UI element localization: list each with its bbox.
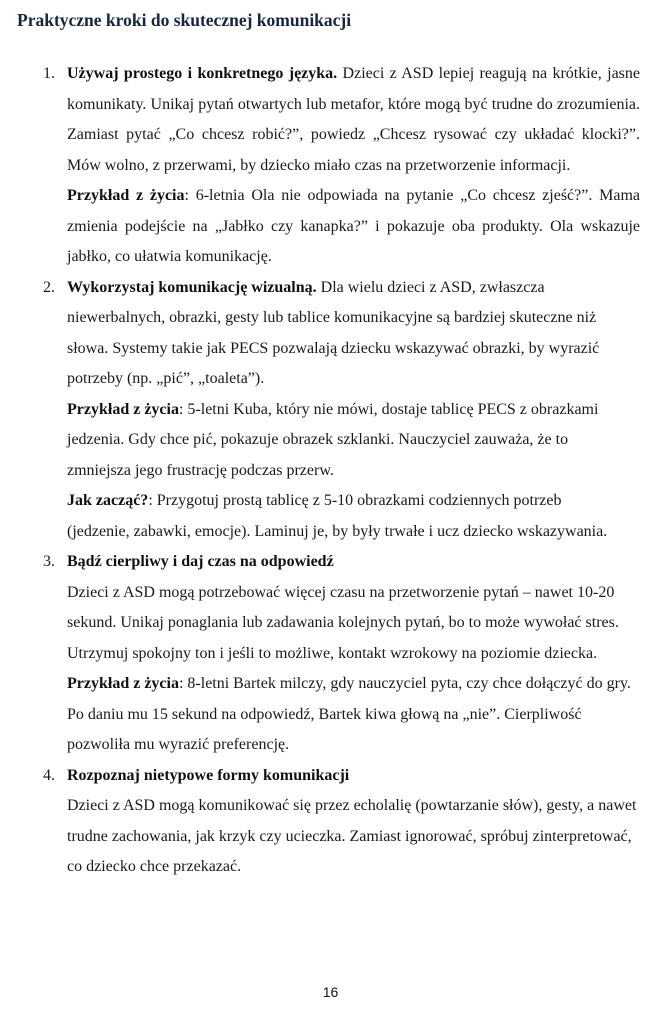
item-number: 3.: [43, 553, 55, 570]
item-title-paragraph: [67, 761, 640, 792]
item-title: Wykorzystaj komunikację wizualną.: [67, 278, 317, 296]
example-label: Przykład z życia: [67, 400, 179, 418]
list-item: [0, 547, 640, 761]
tip-paragraph: [67, 486, 627, 547]
section-heading: Praktyczne kroki do skutecznej komunikacji: [17, 10, 352, 30]
item-body: Dzieci z ASD mogą komunikować się przez echolalię (powtarzanie słów), gesty, a nawet trudne zachowania, jak krzyk czy ucieczka. Zamiast ignorować, spróbuj zinterpretować, co dziecko chce przekazać.: [67, 797, 637, 875]
example-text: : 6-letnia Ola nie odpowiada na pytanie „Co chcesz zjeść?”. Mama zmienia podejście na „Jabłko czy kanapka?” i pokazuje oba produkty. Ola wskazuje jabłko, co ułatwia komunikację.: [67, 187, 641, 265]
example-paragraph: [67, 395, 627, 487]
item-number: 4.: [43, 766, 55, 784]
list-item: [0, 761, 640, 883]
example-label: Przykład z życia: [67, 675, 179, 692]
item-title: Rozpoznaj nietypowe formy komunikacji: [67, 766, 350, 784]
item-body: Dzieci z ASD lepiej reagują na krótkie, jasne komunikaty. Unikaj pytań otwartych lub metafor, które mogą być trudne do zrozumienia. Zamiast pytać „Co chcesz robić?”, powiedz „Chcesz rysować czy układać klocki?”. Mów wolno, z przerwami, by dziecko miało czas na przetworzenie informacji.: [67, 65, 641, 174]
item-number: 2.: [43, 278, 55, 296]
list-item: [0, 273, 627, 548]
tip-label: Jak zacząć?: [67, 492, 149, 509]
item-title: Używaj prostego i konkretnego języka.: [67, 65, 338, 82]
item-number: 1.: [43, 65, 55, 82]
item-body: Dla wielu dzieci z ASD, zwłaszcza niewerbalnych, obrazki, gesty lub tablice komunikacyjne są bardziej skuteczne niż słowa. Systemy takie jak PECS pozwalają dziecku wskazywać obrazki, by wyrazić potrzeby (np. „pić”, „toaleta”).: [67, 278, 600, 387]
steps-list: [0, 59, 661, 883]
item-paragraph: [67, 273, 627, 395]
item-title-paragraph: [67, 547, 640, 578]
example-paragraph: [67, 669, 640, 761]
page-number: 16: [322, 984, 339, 1000]
example-paragraph: [67, 181, 640, 273]
example-label: Przykład z życia: [67, 187, 185, 204]
item-paragraph: [67, 59, 640, 181]
item-body: Dzieci z ASD mogą potrzebować więcej czasu na przetworzenie pytań – nawet 10-20 sekund. Unikaj ponaglania lub zadawania kolejnych pytań, bo to może wywołać stres. Utrzymuj spokojny ton i jeśli to możliwe, kontakt wzrokowy na poziomie dziecka.: [67, 583, 619, 662]
example-text: : 8-letni Bartek milczy, gdy nauczyciel pyta, czy chce dołączyć do gry. Po daniu mu 15 sekund na odpowiedź, Bartek kiwa głową na „nie”. Cierpliwość pozwoliła mu wyrazić preferencję.: [67, 675, 631, 753]
tip-text: : Przygotuj prostą tablicę z 5-10 obrazkami codziennych potrzeb (jedzenie, zabawki, emocje). Laminuj je, by były trwałe i ucz dziecko wskazywania.: [67, 492, 608, 540]
example-text: : 5-letni Kuba, który nie mówi, dostaje tablicę PECS z obrazkami jedzenia. Gdy chce pić, pokazuje obrazek szklanki. Nauczyciel zauważa, że to zmniejsza jego frustrację podczas przerw.: [67, 400, 599, 479]
item-title: Bądź cierpliwy i daj czas na odpowiedź: [67, 553, 334, 570]
list-item: [0, 59, 640, 273]
